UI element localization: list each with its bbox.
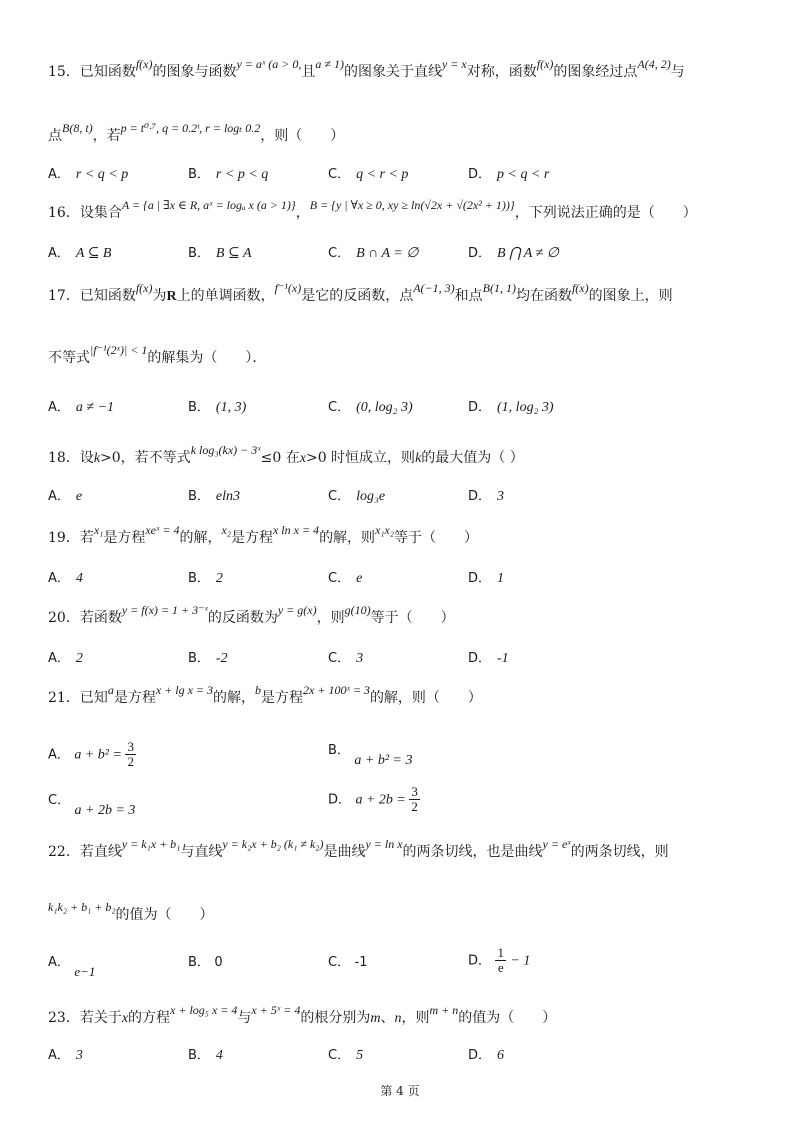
question-text: 的解， <box>179 530 222 546</box>
q17-option-b <box>188 397 246 418</box>
q22-stem-line <box>48 837 758 862</box>
math-formula: f(x) <box>536 57 554 71</box>
math-formula: A(−1, 3) <box>413 281 455 295</box>
math-formula: A(4, 2) <box>637 57 671 71</box>
q17-stem-line <box>48 343 758 368</box>
question-text: ， <box>295 205 310 221</box>
fraction-denominator: 2 <box>411 799 418 814</box>
question-text: 的解， <box>213 690 256 706</box>
math-formula: b <box>255 683 262 697</box>
math-formula: g(10) <box>344 603 371 617</box>
math-formula: x + 5ˣ = 4 <box>251 1003 301 1017</box>
question-text: 均在函数 <box>515 288 572 304</box>
q23-option-d <box>468 1045 504 1066</box>
question-text: 的两条切线，则 <box>570 844 669 860</box>
fraction <box>409 785 420 814</box>
fraction-denominator: 2 <box>127 754 134 769</box>
option-label: A． <box>48 489 70 504</box>
option-value: 2 <box>75 651 83 666</box>
question-text: 的解集为（ ）． <box>147 350 267 366</box>
q21-stem-line <box>48 683 758 708</box>
q21-option-c <box>48 790 136 818</box>
fraction <box>495 946 506 975</box>
question-text: 是它的反函数，点 <box>301 288 414 304</box>
q21-option-a <box>48 740 136 769</box>
q21-option-b <box>328 740 413 768</box>
question-text: ，若 <box>92 128 121 144</box>
question-text: 的图象与函数 <box>152 64 237 80</box>
option-label: B． <box>188 651 210 666</box>
option-value: -2 <box>215 651 228 666</box>
math-variable: m <box>370 1011 381 1026</box>
q18-option-a <box>48 486 82 507</box>
option-value: 5 <box>356 1048 364 1063</box>
option-value: (1, 3) <box>215 400 247 415</box>
q15-option-c <box>328 164 408 185</box>
option-value: r < q < p <box>75 167 129 182</box>
option-label: C． <box>328 1048 351 1063</box>
q15-stem-line <box>48 57 758 82</box>
question-text: 18．设 <box>48 450 94 466</box>
option-label: C． <box>48 793 71 808</box>
option-value: 3 <box>356 651 364 666</box>
q16-option-d <box>468 243 559 264</box>
q19-option-c <box>328 568 362 589</box>
question-text: 是曲线 <box>323 844 366 860</box>
question-text: 的根分别为 <box>300 1010 371 1026</box>
math-formula: f(x) <box>135 57 153 71</box>
option-label: D． <box>468 651 492 666</box>
q20-option-c <box>328 648 363 669</box>
question-text: 的方程 <box>128 1010 171 1026</box>
option-formula: e−1 <box>74 964 96 979</box>
option-label: D． <box>468 489 492 504</box>
question-text: 17．已知函数 <box>48 288 136 304</box>
option-value: A ⊆ B <box>75 246 112 261</box>
question-text: 不等式 <box>48 350 90 366</box>
math-formula: B(1, 1) <box>482 281 516 295</box>
option-formula: a + b² = 3 <box>354 753 413 768</box>
option-value: 3 <box>75 1048 83 1063</box>
option-label: D． <box>468 400 492 415</box>
math-formula: y = ln x <box>365 837 403 851</box>
math-formula: m + n <box>429 1003 459 1017</box>
math-formula: B = {y | ∀x ≥ 0, xy ≥ ln(√2x + √(2x² + 1))} <box>309 198 515 212</box>
q18-option-c <box>328 486 385 507</box>
option-value: B ⋂ A ≠ ∅ <box>497 246 559 261</box>
option-label: C． <box>328 651 351 666</box>
option-label: D． <box>468 167 492 182</box>
fraction-denominator: e <box>497 960 504 975</box>
option-label: A． <box>48 400 70 415</box>
math-formula: 2x + 100ˣ = 3 <box>303 683 370 697</box>
option-value: B ∩ A = ∅ <box>356 246 419 261</box>
math-set-symbol: R <box>166 289 177 304</box>
math-formula: y = g(x) <box>277 603 317 617</box>
q15-option-a <box>48 164 128 185</box>
question-text: 的图象上，则 <box>588 288 673 304</box>
question-text: 是方程 <box>113 690 156 706</box>
q20-stem-line <box>48 603 758 628</box>
option-label: A． <box>48 167 70 182</box>
question-text: ，则 <box>401 1010 430 1026</box>
q22-option-a <box>48 952 96 979</box>
q20-option-a <box>48 648 83 669</box>
option-value: r < p < q <box>215 167 269 182</box>
question-text: 点 <box>48 128 62 144</box>
question-text: 21．已知 <box>48 690 108 706</box>
question-text: 与直线 <box>180 844 223 860</box>
math-variable: k <box>415 451 422 466</box>
option-label: B． <box>188 489 210 504</box>
question-text: 19．若 <box>48 530 94 546</box>
option-label: A． <box>48 651 70 666</box>
option-value: e <box>75 489 83 504</box>
q15-stem-line <box>48 121 758 146</box>
fraction-numerator: 1 <box>497 945 504 960</box>
question-text: 的解，则 <box>319 530 376 546</box>
option-label: B． <box>188 246 210 261</box>
fraction-numerator: 3 <box>127 739 134 754</box>
question-text: 的图象经过点 <box>553 64 638 80</box>
math-formula: xeˣ = 4 <box>145 523 180 537</box>
question-text: 、 <box>380 1010 395 1026</box>
math-formula: y = k₂x + b₂ (k₁ ≠ k₂) <box>222 837 324 851</box>
question-text: 对称，函数 <box>466 64 537 80</box>
math-formula: x₂ <box>221 523 231 537</box>
math-formula: y = eˣ <box>542 837 571 851</box>
math-formula: a ≠ 1) <box>315 57 344 71</box>
question-text: 的两条切线，也是曲线 <box>402 844 543 860</box>
q23-option-a <box>48 1045 83 1066</box>
option-value: e <box>356 571 363 586</box>
q19-stem-line <box>48 523 758 548</box>
math-formula: y = aˣ (a > 0, <box>236 57 302 71</box>
option-value: 1 <box>497 571 505 586</box>
question-text: 的反函数为 <box>207 610 278 626</box>
math-formula: f(x) <box>135 281 153 295</box>
question-text: 是方程 <box>103 530 146 546</box>
question-text: 是方程 <box>230 530 273 546</box>
question-text: 15．已知函数 <box>48 64 136 80</box>
question-text: >0，若不等式 <box>100 450 191 466</box>
q23-option-c <box>328 1045 363 1066</box>
option-value: -1 <box>497 651 509 666</box>
question-text: 和点 <box>454 288 483 304</box>
question-text: 23．若关于 <box>48 1010 122 1026</box>
question-text: 上的单调函数， <box>176 288 275 304</box>
option-label: A． <box>48 1048 70 1063</box>
option-label: A． <box>48 571 70 586</box>
option-value: (1, log₂ 3) <box>497 400 554 415</box>
math-formula: f(x) <box>571 281 589 295</box>
question-text: 22．若直线 <box>48 844 122 860</box>
math-formula: x₁ <box>93 523 104 537</box>
q19-option-d <box>468 568 504 589</box>
option-formula: − 1 <box>510 953 531 969</box>
option-label: C． <box>328 489 351 504</box>
q19-option-b <box>188 568 223 589</box>
math-formula: x₁x₂ <box>375 523 395 537</box>
option-label: C． <box>328 400 351 415</box>
question-text: ，下列说法正确的是（ ） <box>514 205 697 221</box>
question-text: 等于（ ） <box>370 610 455 626</box>
option-formula: a + 2b = <box>355 792 410 808</box>
option-label: A． <box>48 246 70 261</box>
q16-stem-line <box>48 198 758 223</box>
option-label: B． <box>188 955 210 970</box>
question-text: 的最大值为（ ） <box>421 450 524 466</box>
math-formula: a <box>107 683 114 697</box>
math-variable: x <box>299 451 306 466</box>
q20-option-d <box>468 648 509 669</box>
q22-option-d <box>468 946 530 975</box>
question-text: 的解，则（ ） <box>369 690 482 706</box>
q18-stem-line <box>48 443 758 469</box>
math-formula: |f⁻¹(2ˣ)| < 1 <box>90 343 148 357</box>
option-value: q < r < p <box>356 167 409 182</box>
question-text: ≤0 在 <box>260 450 300 466</box>
option-value: -1 <box>354 955 368 970</box>
option-value: 0 <box>214 955 223 970</box>
question-text: ，则（ ） <box>260 128 345 144</box>
q15-option-d <box>468 164 549 185</box>
q15-option-b <box>188 164 268 185</box>
option-label: D． <box>328 792 352 808</box>
q16-option-a <box>48 243 112 264</box>
math-variable: n <box>394 1011 402 1026</box>
q17-stem-line <box>48 281 758 307</box>
option-value: 2 <box>215 571 223 586</box>
q17-option-d <box>468 397 554 418</box>
option-label: A． <box>48 747 70 763</box>
question-text: 且 <box>301 64 316 80</box>
option-label: A． <box>48 955 70 970</box>
math-formula: B(8, t) <box>62 121 93 135</box>
question-text: 等于（ ） <box>394 530 479 546</box>
question-text: 是方程 <box>261 690 304 706</box>
q23-stem-line <box>48 1003 758 1029</box>
option-label: D． <box>468 246 492 261</box>
math-formula: k₁k₂ + b₁ + b₂ <box>48 900 116 914</box>
option-label: B． <box>328 743 350 758</box>
q18-option-b <box>188 486 240 507</box>
option-label: D． <box>468 953 492 969</box>
question-text: >0 时恒成立，则 <box>305 450 416 466</box>
option-label: D． <box>468 1048 492 1063</box>
option-label: B． <box>188 167 210 182</box>
q16-option-b <box>188 243 252 264</box>
question-text: 的值为（ ） <box>458 1010 557 1026</box>
option-label: B． <box>188 400 210 415</box>
option-value: log₃e <box>356 489 386 504</box>
option-value: 6 <box>497 1048 505 1063</box>
q22-option-b <box>188 952 223 973</box>
option-label: C． <box>328 167 351 182</box>
fraction-numerator: 3 <box>411 784 418 799</box>
math-formula: x ln x = 4 <box>272 523 320 537</box>
question-text: 与 <box>237 1010 252 1026</box>
q22-stem-line <box>48 900 758 925</box>
q18-option-d <box>468 486 504 507</box>
option-value: eln3 <box>215 489 241 504</box>
option-label: C． <box>328 571 351 586</box>
question-text: 的图象关于直线 <box>343 64 442 80</box>
question-text: 的值为（ ） <box>115 907 214 923</box>
q20-option-b <box>188 648 228 669</box>
q17-option-a <box>48 397 114 418</box>
option-value: 4 <box>75 571 83 586</box>
q16-option-c <box>328 243 418 264</box>
math-variable: x <box>121 1011 129 1026</box>
option-formula: a + b² = <box>74 747 126 763</box>
option-label: C． <box>328 955 351 970</box>
q22-option-c <box>328 952 368 973</box>
math-formula: y = x <box>441 57 467 71</box>
math-variable: k <box>93 451 101 466</box>
math-formula: k log₃(kx) − 3ˣ <box>190 443 261 457</box>
question-text: 为 <box>152 288 167 304</box>
option-formula: a + 2b = 3 <box>74 803 136 818</box>
option-value: a ≠ −1 <box>75 400 115 415</box>
math-formula: y = k₁x + b₁ <box>121 837 181 851</box>
option-value: B ⊆ A <box>215 246 252 261</box>
q21-option-d <box>328 785 420 814</box>
option-label: C． <box>328 246 351 261</box>
q23-option-b <box>188 1045 223 1066</box>
question-text: 与 <box>670 64 685 80</box>
q17-option-c <box>328 397 413 418</box>
option-label: B． <box>188 1048 210 1063</box>
math-formula: x + log₅ x = 4 <box>170 1003 238 1017</box>
question-text: 16．设集合 <box>48 205 122 221</box>
math-formula: A = {a | ∃x ∈ R, aˣ = logₐ x (a > 1)} <box>121 198 296 212</box>
option-label: D． <box>468 571 492 586</box>
option-value: (0, log₂ 3) <box>356 400 413 415</box>
math-formula: f⁻¹(x) <box>274 281 302 295</box>
q19-option-a <box>48 568 83 589</box>
question-text: ，则 <box>316 610 345 626</box>
option-value: p < q < r <box>497 167 550 182</box>
option-label: B． <box>188 571 210 586</box>
option-value: 3 <box>497 489 505 504</box>
question-text: 20．若函数 <box>48 610 122 626</box>
math-formula: x + lg x = 3 <box>155 683 214 697</box>
math-formula: y = f(x) = 1 + 3⁻ˣ <box>121 603 208 617</box>
math-formula: p = t⁰·⁷, q = 0.2ᵗ, r = logₜ 0.2 <box>120 121 261 135</box>
fraction <box>125 740 136 769</box>
option-value: 4 <box>215 1048 223 1063</box>
page-number: 第 4 页 <box>380 1084 420 1098</box>
